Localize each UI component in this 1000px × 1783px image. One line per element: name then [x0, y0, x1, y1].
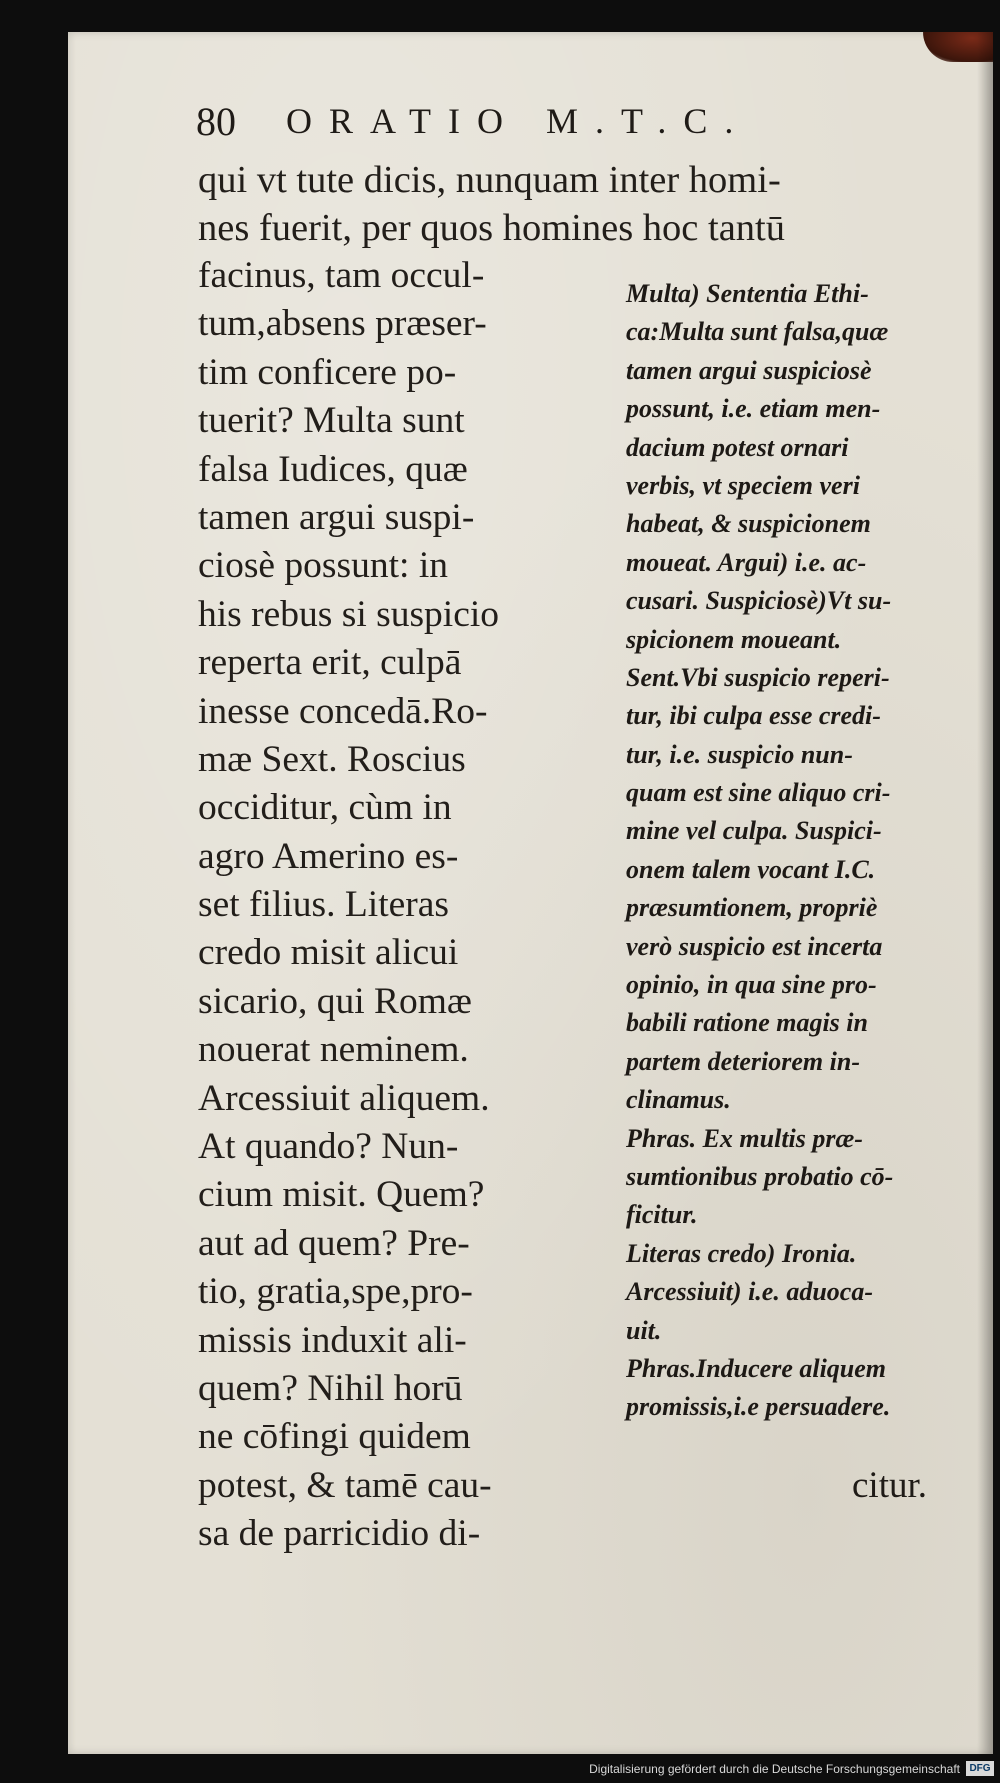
full-width-text — [198, 156, 970, 252]
gloss-line: uit. — [626, 1315, 662, 1345]
gloss-line: Literas credo) Ironia. — [626, 1238, 857, 1268]
text-line: cium misit. Quem? — [198, 1174, 485, 1216]
text-line: missis induxit ali- — [198, 1319, 467, 1361]
gloss-line: promissis,i.e persuadere. — [626, 1392, 891, 1422]
text-line: aut ad quem? Pre- — [198, 1222, 470, 1264]
gloss-line: clinamus. — [626, 1085, 731, 1115]
text-line: qui vt tute dicis, nunquam inter homi- — [198, 159, 781, 201]
gloss-line: quam est sine aliquo cri- — [626, 778, 891, 808]
text-line: At quando? Nun- — [198, 1126, 459, 1168]
text-line: set filius. Literas — [198, 884, 449, 926]
gloss-line: Sent.Vbi suspicio reperi- — [626, 662, 890, 692]
text-line: credo misit alicui — [198, 932, 459, 974]
gloss-line: Arcessiuit) i.e. aduoca- — [626, 1277, 873, 1307]
marginal-gloss-column — [626, 275, 966, 1427]
page-edge-shadow — [977, 32, 993, 1754]
text-line: his rebus si suspicio — [198, 593, 500, 635]
text-line: tim conficere po- — [198, 351, 457, 393]
catchword: citur. — [852, 1465, 928, 1506]
text-line: falsa Iudices, quæ — [198, 448, 468, 490]
gloss-line: cusari. Suspiciosè)Vt su- — [626, 586, 892, 616]
gloss-line: mine vel culpa. Suspici- — [626, 816, 882, 846]
text-line: agro Amerino es- — [198, 835, 459, 877]
gloss-line: sumtionibus probatio cō- — [626, 1161, 894, 1191]
page-number: 80 — [196, 98, 236, 144]
gloss-line: moueat. Argui) i.e. ac- — [626, 547, 867, 577]
gloss-line: præsumtionem, propriè — [626, 893, 878, 923]
gloss-line: habeat, & suspicionem — [626, 509, 871, 539]
gloss-line: Phras.Inducere aliquem — [626, 1353, 887, 1383]
gloss-line: partem deteriorem in- — [626, 1046, 860, 1076]
gloss-line: dacium potest ornari — [626, 432, 849, 462]
text-line: Arcessiuit aliquem. — [198, 1077, 490, 1119]
main-text-column — [198, 252, 606, 1559]
text-line: reperta erit, culpā — [198, 642, 462, 684]
gloss-line: tamen argui suspiciosè — [626, 355, 872, 385]
page-header — [196, 94, 750, 148]
gloss-line: tur, ibi culpa esse credi- — [626, 701, 881, 731]
text-line: sicario, qui Romæ — [198, 980, 472, 1022]
gloss-line: Multa) Sententia Ethi- — [626, 279, 869, 308]
gloss-line: verbis, vt speciem veri — [626, 470, 860, 500]
running-head: ORATIO M.T.C. — [286, 101, 751, 141]
gloss-line: opinio, in qua sine pro- — [626, 970, 877, 1000]
text-line: nes fuerit, per quos homines hoc tantū — [198, 207, 785, 249]
text-line: quem? Nihil horū — [198, 1367, 463, 1409]
gloss-line: spicionem moueant. — [626, 624, 842, 654]
text-line: tum,absens præser- — [198, 303, 487, 345]
gloss-line: onem talem vocant I.C. — [626, 854, 876, 884]
text-line: ciosè possunt: in — [198, 545, 448, 587]
digitization-credit: Digitalisierung gefördert durch die Deutsche Forschungsgemeinschaft — [589, 1762, 960, 1776]
gloss-line: Phras. Ex multis præ- — [626, 1123, 863, 1153]
gloss-line: ca:Multa sunt falsa,quæ — [626, 317, 889, 347]
gloss-line: tur, i.e. suspicio nun- — [626, 739, 853, 769]
text-line: nouerat neminem. — [198, 1029, 469, 1071]
gloss-line: babili ratione magis in — [626, 1008, 868, 1038]
text-line: tamen argui suspi- — [198, 496, 475, 538]
dfg-badge: DFG — [966, 1761, 994, 1776]
gloss-line: ficitur. — [626, 1200, 698, 1230]
text-line: ne cōfingi quidem — [198, 1416, 471, 1458]
text-line: tuerit? Multa sunt — [198, 400, 465, 442]
text-line: facinus, tam occul- — [198, 255, 485, 296]
text-line: inesse concedā.Ro- — [198, 690, 488, 732]
gloss-line: verò suspicio est incerta — [626, 931, 883, 961]
gloss-line: possunt, i.e. etiam men- — [626, 394, 881, 424]
text-line: potest, & tamē cau- — [198, 1464, 492, 1506]
text-line: mæ Sext. Roscius — [198, 738, 466, 780]
text-line: occiditur, cùm in — [198, 787, 452, 829]
text-line: tio, gratia,spe,pro- — [198, 1271, 473, 1313]
text-line: sa de parricidio di- — [198, 1513, 481, 1555]
